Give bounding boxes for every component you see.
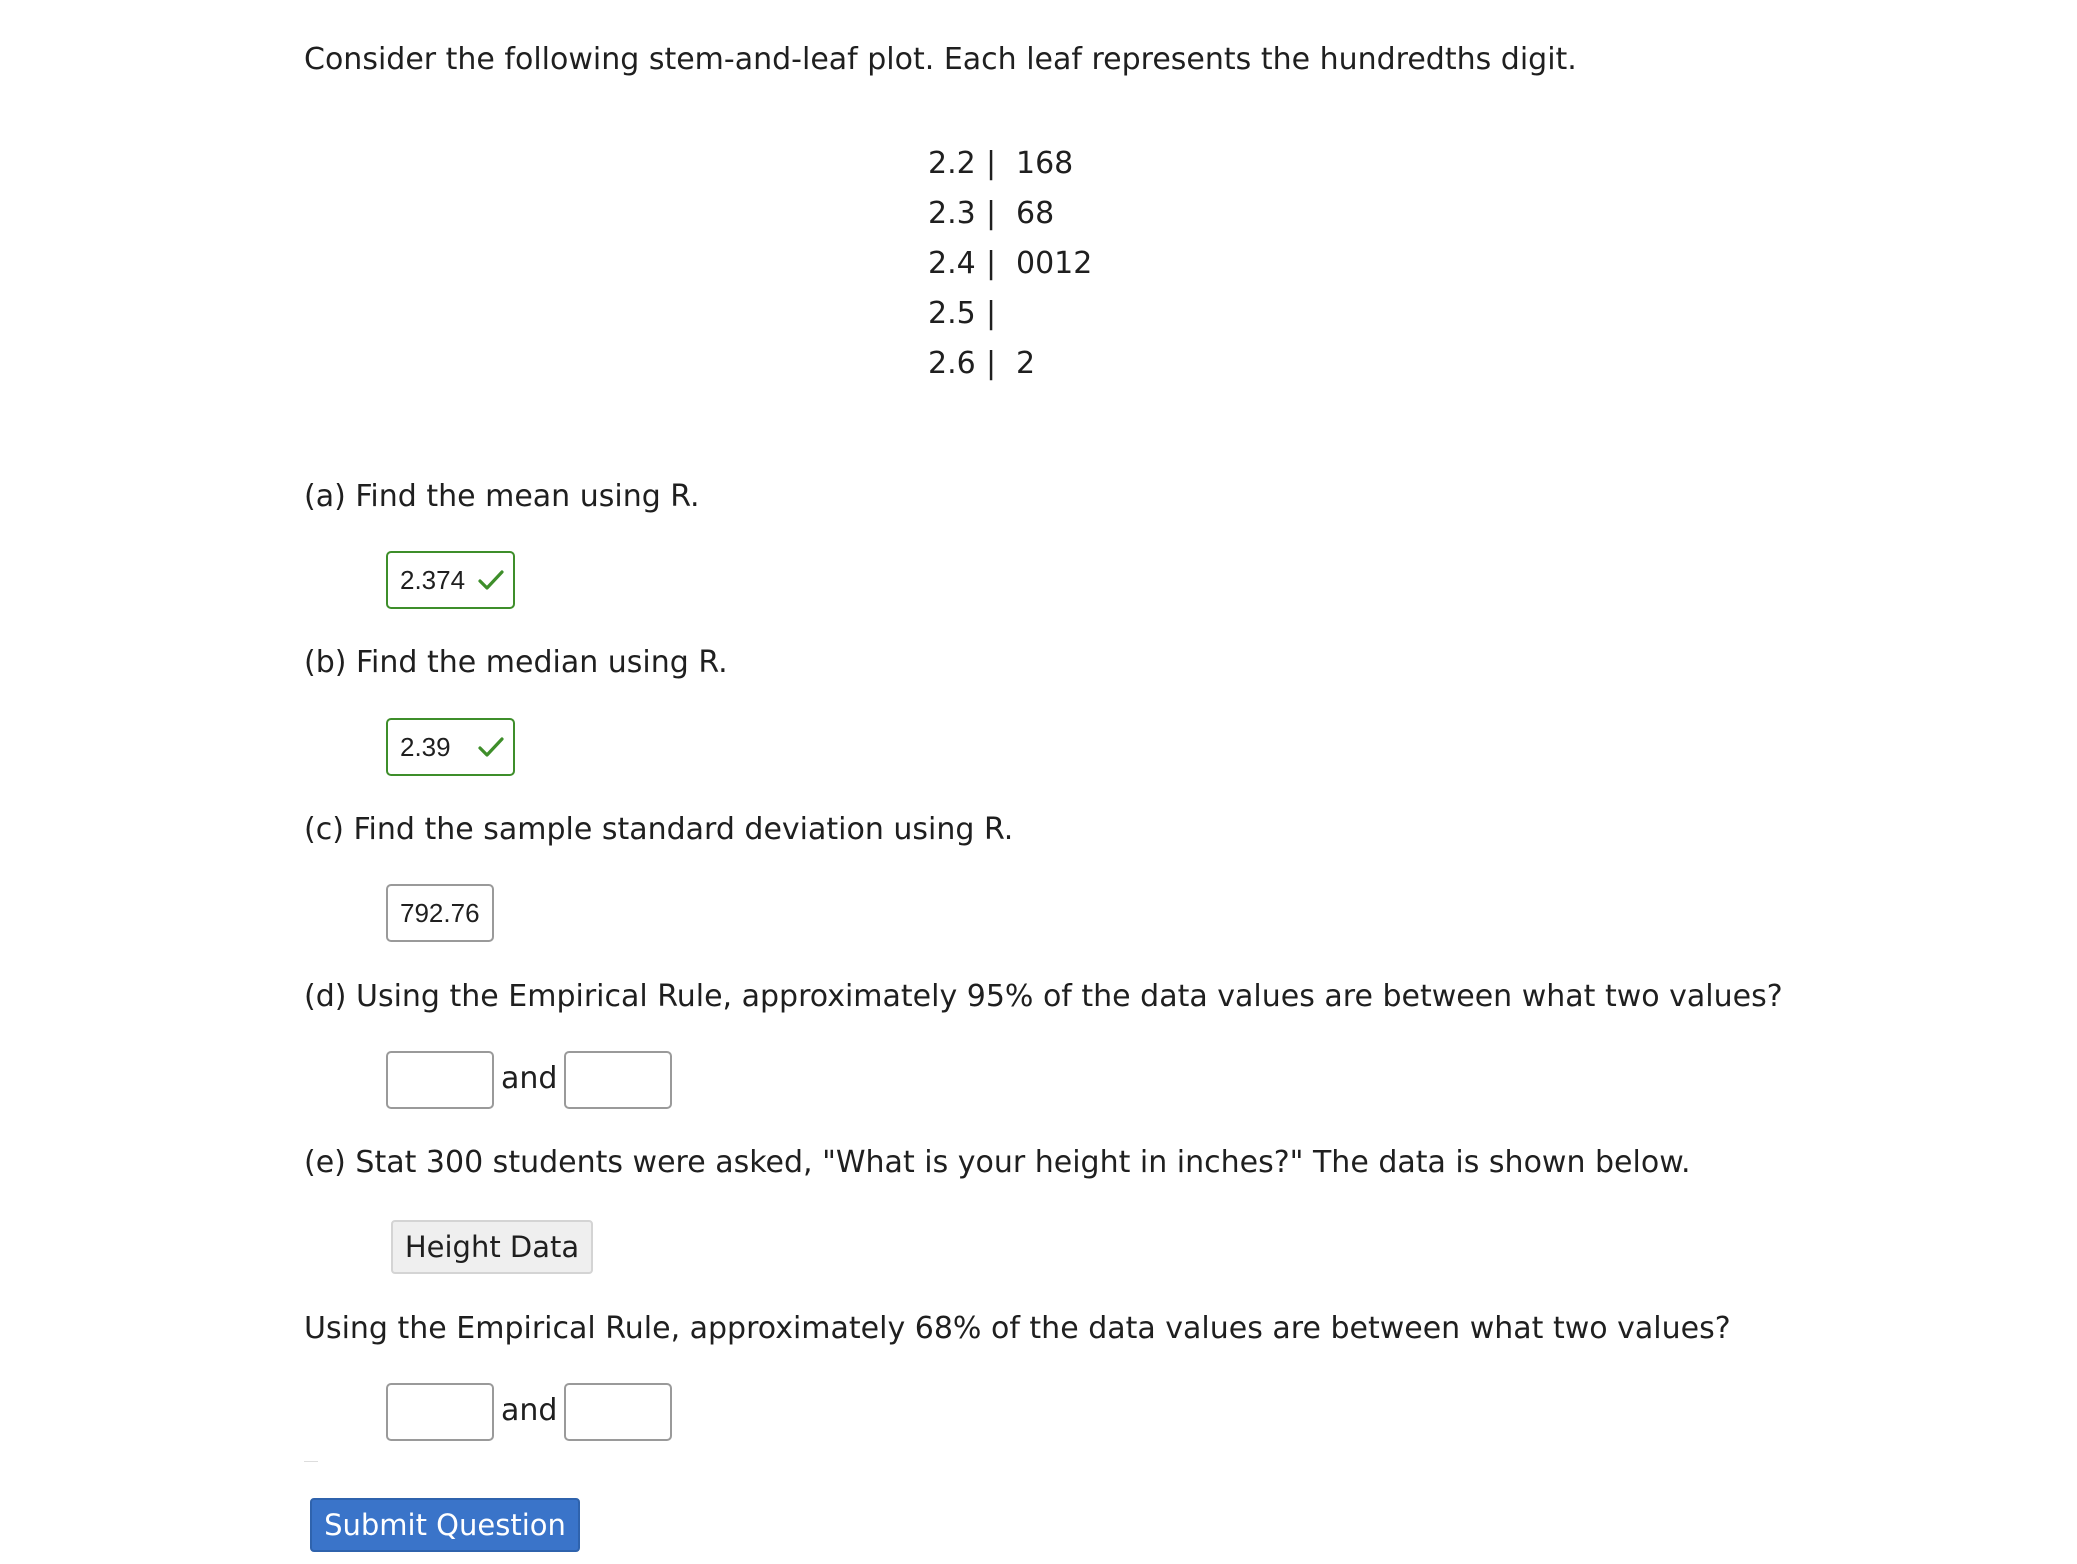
mean-answer-field[interactable] bbox=[386, 551, 515, 609]
stem: 2.6 bbox=[928, 346, 976, 381]
and-label: and bbox=[501, 1393, 558, 1428]
and-label: and bbox=[501, 1061, 558, 1096]
problem-intro: Consider the following stem-and-leaf plot. Each leaf represents the hundredths digit. bbox=[304, 42, 1577, 77]
leaves: 68 bbox=[1016, 196, 1055, 231]
submit-question-button[interactable]: Submit Question bbox=[310, 1498, 580, 1552]
stem-separator: | bbox=[986, 196, 997, 231]
check-icon bbox=[477, 568, 505, 592]
std-dev-answer-field[interactable] bbox=[386, 884, 494, 942]
stem: 2.4 bbox=[928, 246, 976, 281]
question-e-label: (e) Stat 300 students were asked, "What is your height in inches?" The data is shown below. bbox=[304, 1145, 1691, 1180]
question-c-label: (c) Find the sample standard deviation using R. bbox=[304, 812, 1014, 847]
height-data-button[interactable]: Height Data bbox=[391, 1220, 593, 1274]
stem-separator: | bbox=[986, 146, 997, 181]
stem: 2.5 bbox=[928, 296, 976, 331]
d-upper-bound-text[interactable] bbox=[566, 1054, 670, 1108]
stem-separator: | bbox=[986, 246, 997, 281]
stem: 2.3 bbox=[928, 196, 976, 231]
stem-separator: | bbox=[986, 346, 997, 381]
question-b-label: (b) Find the median using R. bbox=[304, 645, 728, 680]
question-a-label: (a) Find the mean using R. bbox=[304, 479, 700, 514]
leaves: 0012 bbox=[1016, 246, 1093, 281]
stem-separator: | bbox=[986, 296, 997, 331]
leaves: 2 bbox=[1016, 346, 1036, 381]
d-lower-bound-input[interactable] bbox=[386, 1051, 494, 1109]
f-lower-bound-input[interactable] bbox=[386, 1383, 494, 1441]
d-lower-bound-text[interactable] bbox=[388, 1054, 492, 1108]
stem-and-leaf-plot bbox=[928, 144, 1092, 394]
stem-leaf-row bbox=[928, 144, 1092, 194]
std-dev-answer-input[interactable] bbox=[400, 887, 492, 941]
f-upper-bound-input[interactable] bbox=[564, 1383, 672, 1441]
stem-leaf-row bbox=[928, 244, 1092, 294]
stem: 2.2 bbox=[928, 146, 976, 181]
question-f-label: Using the Empirical Rule, approximately 68% of the data values are between what two values? bbox=[304, 1311, 1731, 1346]
stem-leaf-row bbox=[928, 344, 1092, 394]
stem-leaf-row bbox=[928, 294, 1092, 344]
d-upper-bound-input[interactable] bbox=[564, 1051, 672, 1109]
f-lower-bound-text[interactable] bbox=[388, 1386, 492, 1440]
f-upper-bound-text[interactable] bbox=[566, 1386, 670, 1440]
divider bbox=[304, 1461, 318, 1462]
leaves: 168 bbox=[1016, 146, 1074, 181]
stem-leaf-row bbox=[928, 194, 1092, 244]
median-answer-field[interactable] bbox=[386, 718, 515, 776]
question-d-label: (d) Using the Empirical Rule, approximately 95% of the data values are between what two values? bbox=[304, 979, 1783, 1014]
check-icon bbox=[477, 735, 505, 759]
